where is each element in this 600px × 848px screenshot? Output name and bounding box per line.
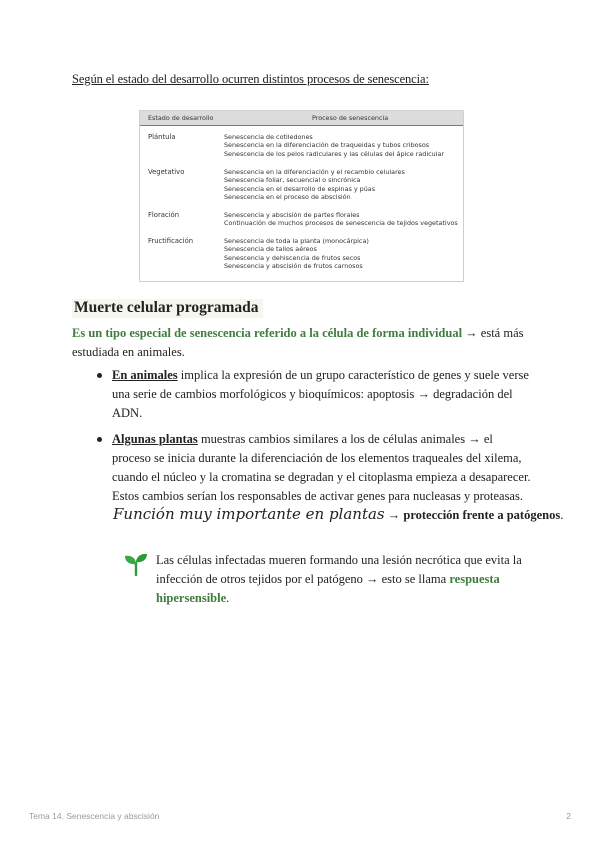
- callout-highlight: respuesta hipersensible: [156, 572, 500, 605]
- process-item: Senescencia de toda la planta (monocárpica): [224, 237, 369, 245]
- list-item: [95, 430, 531, 506]
- table-process-cell: [224, 211, 458, 228]
- bullet-text: muestras cambios similares a los de células animales → el proceso se inicia durante la diferenciación de los elementos traqueales del xilema, cuando el núcleo y la cromatina se degradan y el citoplasma empieza a desaparecer. Estos cambios serían los responsables de activar genes para nucleasas y proteasas.: [112, 432, 531, 503]
- bullet-list: [95, 366, 531, 513]
- table-header-row: [140, 111, 463, 126]
- list-item: [95, 366, 531, 423]
- table-stage-cell: Plántula: [148, 133, 176, 141]
- table-header-stage: Estado de desarrollo: [148, 114, 214, 122]
- function-end: .: [560, 508, 564, 522]
- function-line: [113, 505, 563, 525]
- table-stage-cell: Fructificación: [148, 237, 194, 245]
- section-heading: Muerte celular programada: [72, 299, 263, 318]
- process-item: Senescencia de los pelos radiculares y las células del ápice radicular: [224, 149, 445, 158]
- sprout-icon: [123, 551, 149, 577]
- definition-paragraph: [72, 324, 532, 362]
- callout-end: .: [226, 591, 230, 605]
- callout-box: [113, 541, 533, 621]
- process-item: Senescencia foliar, secuencial o sincrónica: [224, 176, 361, 185]
- table-stage-cell: Vegetativo: [148, 168, 185, 176]
- function-italic: Función muy importante en plantas: [113, 505, 385, 523]
- function-arrow: →: [384, 508, 404, 522]
- page-number: 2: [566, 811, 571, 821]
- function-bold: protección frente a patógenos: [403, 508, 561, 522]
- process-item: Senescencia en la diferenciación y el recambio celulares: [224, 168, 405, 176]
- bullet-icon: [97, 373, 102, 378]
- table-header-process: Proceso de senescencia: [312, 114, 389, 122]
- process-item: Senescencia en el desarrollo de espinas y púas: [224, 184, 376, 193]
- senescence-table: [139, 110, 464, 282]
- callout-body: Las células infectadas mueren formando una lesión necrótica que evita la infección de otros tejidos por el patógeno → esto se llama: [156, 553, 522, 586]
- table-process-cell: [224, 133, 444, 158]
- process-item: Senescencia en la diferenciación de traqueidas y tubos cribosos: [224, 141, 430, 150]
- definition-highlight: Es un tipo especial de senescencia referido a la célula de forma individual: [72, 326, 463, 340]
- process-item: Senescencia de tallos aéreos: [224, 245, 317, 254]
- callout-text: [156, 551, 531, 608]
- bullet-icon: [97, 437, 102, 442]
- intro-text: Según el estado del desarrollo ocurren distintos procesos de senescencia:: [72, 72, 429, 86]
- process-item: Continuación de muchos procesos de senescencia de tejidos vegetativos: [224, 219, 458, 228]
- table-stage-cell: Floración: [148, 211, 180, 219]
- table-process-cell: [224, 168, 405, 202]
- process-item: Senescencia y abscisión de frutos carnosos: [224, 262, 363, 271]
- bullet-text: implica la expresión de un grupo característico de genes y suele verse una serie de cambios morfológicos y bioquímicos: apoptosis → degradación del ADN.: [112, 368, 529, 420]
- process-item: Senescencia en el proceso de abscisión: [224, 193, 351, 202]
- bullet-term: En animales: [112, 368, 178, 382]
- process-item: Senescencia y dehiscencia de frutos secos: [224, 253, 361, 262]
- definition-rest: → está más estudiada en animales.: [72, 326, 524, 359]
- bullet-term: Algunas plantas: [112, 432, 198, 446]
- table-process-cell: [224, 237, 369, 271]
- process-item: Senescencia de cotiledones: [224, 133, 313, 141]
- footer-title: Tema 14. Senescencia y abscisión: [29, 811, 160, 821]
- process-item: Senescencia y abscisión de partes florales: [224, 211, 360, 219]
